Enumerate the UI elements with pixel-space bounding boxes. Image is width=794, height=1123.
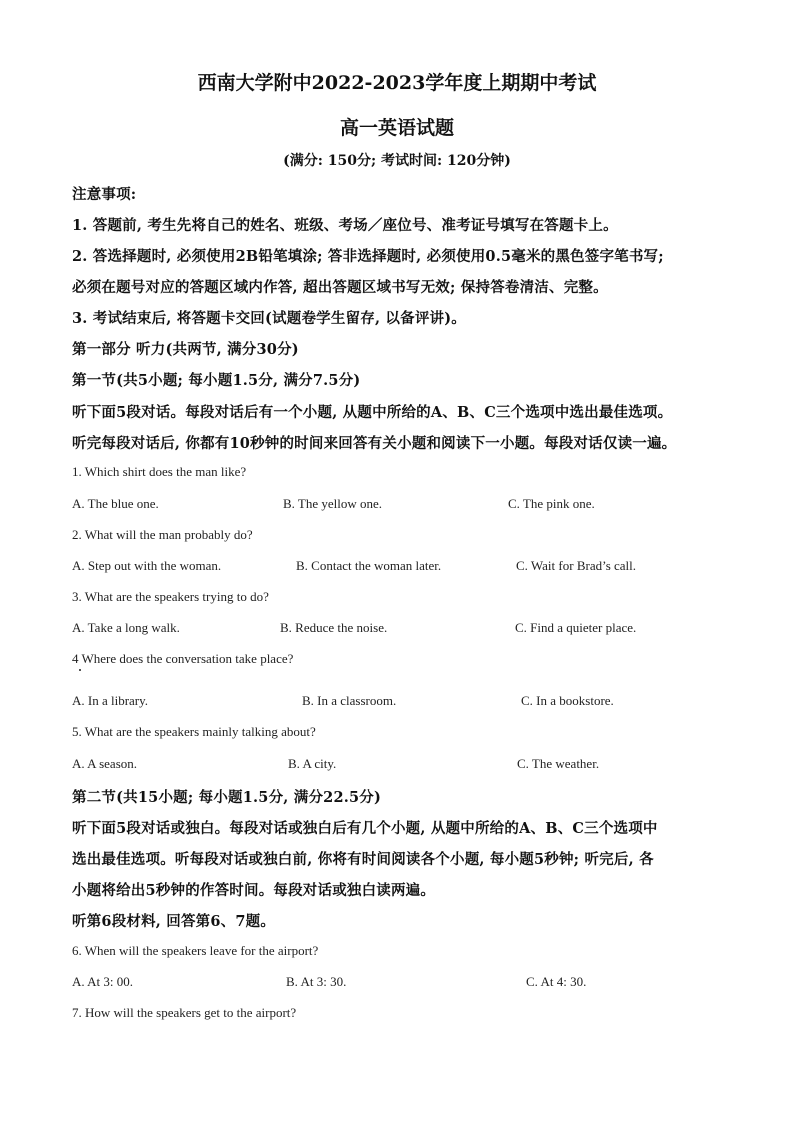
note-1: 1. 答题前, 考生先将自己的姓名、班级、考场／座位号、准考证号填写在答题卡上。 [72,217,618,234]
question-5-option-b: B. A city. [288,756,337,771]
question-6-option-c: C. At 4: 30. [526,974,587,989]
question-6-option-b: B. At 3: 30. [286,974,347,989]
material-6-heading: 听第6段材料, 回答第6、7题。 [72,913,276,930]
note-2b: 必须在题号对应的答题区域内作答, 超出答题区域书写无效; 保持答卷清洁、完整。 [72,279,608,296]
part1-heading: 第一部分 听力(共两节, 满分30分) [72,341,299,358]
stray-mark [79,669,81,671]
notes-heading: 注意事项: [72,186,137,203]
question-2-option-a: A. Step out with the woman. [72,558,222,573]
question-6-option-a: A. At 3: 00. [72,974,134,989]
section1-instruction-b: 听完每段对话后, 你都有10秒钟的时间来回答有关小题和阅读下一小题。每段对话仅读一遍。 [72,435,677,452]
question-7-stem: 7. How will the speakers get to the airport? [72,1005,297,1020]
question-4-option-a: A. In a library. [72,693,149,708]
question-3-stem: 3. What are the speakers trying to do? [72,589,269,604]
question-1-stem: 1. Which shirt does the man like? [72,464,247,479]
question-6-stem: 6. When will the speakers leave for the airport? [72,943,319,958]
question-4-stem: 4 Where does the conversation take place? [72,651,294,666]
question-2-option-b: B. Contact the woman later. [296,558,442,573]
section2-instruction-a: 听下面5段对话或独白。每段对话或独白后有几个小题, 从题中所给的A、B、C三个选项中 [72,820,658,837]
question-2-option-c: C. Wait for Brad’s call. [516,558,637,573]
question-5-option-a: A. A season. [72,756,137,771]
question-1-option-b: B. The yellow one. [283,496,383,511]
note-3: 3. 考试结束后, 将答题卡交回(试题卷学生留存, 以备评讲)。 [72,310,466,327]
question-3-option-b: B. Reduce the noise. [280,620,388,635]
question-1-option-c: C. The pink one. [508,496,595,511]
question-3-option-c: C. Find a quieter place. [515,620,637,635]
question-4-option-c: C. In a bookstore. [521,693,614,708]
question-3-option-a: A. Take a long walk. [72,620,180,635]
section1-instruction-a: 听下面5段对话。每段对话后有一个小题, 从题中所给的A、B、C三个选项中选出最佳选项。 [72,404,673,421]
exam-info: (满分: 150分; 考试时间: 120分钟) [283,153,511,169]
question-2-stem: 2. What will the man probably do? [72,527,253,542]
question-1-option-a: A. The blue one. [72,496,159,511]
section2-heading: 第二节(共15小题; 每小题1.5分, 满分22.5分) [72,789,382,806]
section2-instruction-b: 选出最佳选项。听每段对话或独白前, 你将有时间阅读各个小题, 每小题5秒钟; 听完后, 各 [72,851,654,868]
exam-title: 西南大学附中2022-2023学年度上期期中考试 [197,72,597,94]
exam-subtitle: 高一英语试题 [339,117,454,139]
section1-heading: 第一节(共5小题; 每小题1.5分, 满分7.5分) [72,372,361,389]
section2-instruction-c: 小题将给出5秒钟的作答时间。每段对话或独白读两遍。 [72,882,436,899]
question-4-option-b: B. In a classroom. [302,693,397,708]
note-2a: 2. 答选择题时, 必须使用2B铅笔填涂; 答非选择题时, 必须使用0.5毫米的黑色签字笔书写; [72,248,664,265]
question-5-option-c: C. The weather. [517,756,600,771]
question-5-stem: 5. What are the speakers mainly talking about? [72,724,316,739]
